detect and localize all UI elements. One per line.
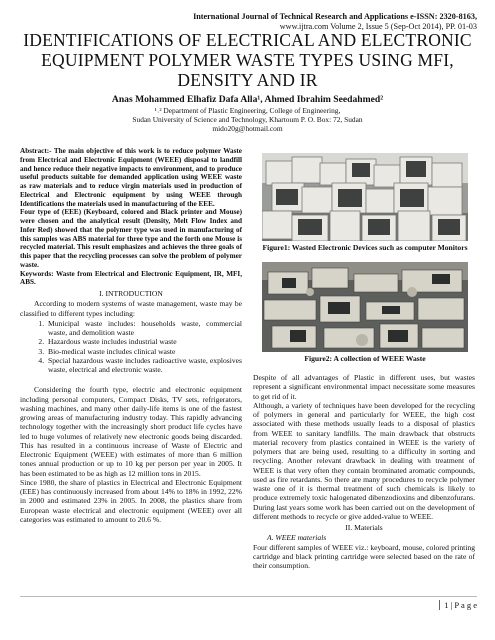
- keywords: Keywords: Waste from Electrical and Electronic Equipment, IR, MFI, ABS.: [20, 269, 242, 287]
- introduction-heading: I. INTRODUCTION: [99, 289, 163, 298]
- list-item: 4. Special hazardous waste includes radioactive waste, explosives waste, electrical and electronic waste.: [46, 356, 242, 375]
- abstract-continued: Four type of (EEE) (Keyboard, colored and Black printer and Mouse) were chosen and the analytical result (Density, Melt Flow Index and Infer Red) showed that the polymer type was used in manufacturing of this samples was ABS material for three type and the forth one Mouse is recycled material. This result emphasizes and achieves the three goals of this paper that the recycling processes can solve the problem of polymer waste.: [20, 208, 242, 269]
- issue-line: www.ijtra.com Volume 2, Issue 5 (Sep-Oct 2014), PP. 01-03: [279, 22, 477, 31]
- figure-1-photo: [262, 153, 468, 241]
- list-item: 1. Municipal waste includes: households waste, commercial waste, and demolition waste: [46, 319, 242, 338]
- intro-paragraph-2: Considering the fourth type, electric and electronic equipment including personal computers, Compact Disks, TV sets, refrigerators, washing machines, and many other daily-life items is one of the fastest growing areas of manufacturing industry today. This rapidly advancing technology together with the increasingly short product life cycles have led to huge volumes of relatively new electronic goods being discarded. This has resulted in a continuous increase of Waste of Electric and Electronic Equipment (WEEE) with estimates of more than 6 million tones annual production or up to 10 kg per person per year in 2005. It has been estimated to be as high as 12 million tons in 2015.: [20, 385, 242, 478]
- author-email: mido20g@hotmail.com: [212, 124, 283, 134]
- page-number: 1 | P a g e: [439, 600, 477, 610]
- weee-materials-heading: A. WEEE materials: [267, 533, 327, 543]
- list-item: 3. Bio-medical waste includes clinical waste: [46, 347, 242, 356]
- figure-2-photo: [262, 262, 468, 352]
- right-paragraph-2: Although, a variety of techniques have been developed for the recycling of polymers in general and particularly for WEEE, the high cost associated with these methods usually leads to a disposal of plastics from WEEE to sanitary landfills. The main drawback that obstructs material recovery from plastics contained in WEEE is the variety of polymers that are being used, resulting to a difficulty in sorting and recycling. Another relevant drawback in dealing with treatment of WEEE is that very often they contain brominated aromatic compounds, used as fire retardants. So there are many procedures to recycle polymer waste one of it is thermal treatment of such chemicals is likely to produce extremely toxic halogenated dibenzodioxins and dibenzofurans. During last years some work has been carried out on the development of different methods to recycle or give added-value to WEEE.: [253, 400, 475, 521]
- left-column: [20, 147, 242, 524]
- affiliation-line-2: Sudan University of Science and Technology, Khartoum P. O. Box: 72, Sudan: [132, 115, 363, 125]
- abstract: Abstract:- The main objective of this work is to reduce polymer Waste from Electrical and Electronic Equipment (WEEE) disposal to landfill and hence reduce their negative impacts to environment, and to produce useful products suitable for demanded application using WEEE waste as raw materials and to reduce virgin materials used in production of Electrical and Electronic equipment by using WEEE through Identifications the materials used in manufacturing of the EEE.: [20, 147, 242, 208]
- figure-2-caption: Figure2: A collection of WEEE Waste: [304, 354, 426, 363]
- right-paragraph-1: Despite of all advantages of Plastic in different uses, but wastes represent a significant environmental impact necessitate some measures to get rid of it.: [253, 373, 475, 401]
- footer-rule: [20, 596, 477, 597]
- right-paragraph-3: Four different samples of WEEE viz.: keyboard, mouse, colored printing cartridge and black printing cartridge were selected based on the rate of their consumption.: [253, 542, 475, 570]
- affiliation: [20, 106, 475, 134]
- list-item: 2. Hazardous waste includes industrial waste: [46, 337, 242, 346]
- authors: Anas Mohammed Elhafiz Dafa Alla¹, Ahmed Ibrahim Seedahmed²: [111, 94, 384, 105]
- paper-title: IDENTIFICATIONS OF ELECTRICAL AND ELECTRONIC EQUIPMENT POLYMER WASTE TYPES USING MFI, DENSITY AND IR: [23, 30, 472, 90]
- waste-types-list: [20, 319, 242, 375]
- intro-paragraph-1: According to modern systems of waste management, waste may be classified to different types including:: [20, 299, 242, 318]
- intro-paragraph-3: Since 1980, the share of plastics in Electrical and Electronic Equipment (EEE) has continuously increased from about 14% to 18% in 1992, 22% in 2000 and estimated 23% in 2005. In 2008, the plastics share from European waste electrical and electronic equipment (WEEE) over all categories was estimated to amount to 20.6 %.: [20, 477, 242, 524]
- journal-header: [193, 12, 477, 32]
- right-column: [253, 373, 475, 570]
- journal-line: International Journal of Technical Research and Applications e-ISSN: 2320-8163,: [193, 12, 477, 21]
- affiliation-line-1: ¹˒² Department of Plastic Engineering, College of Engineering,: [154, 106, 341, 115]
- materials-heading: II. Materials: [345, 523, 383, 532]
- figure-1-caption: Figure1: Wasted Electronic Devices such as computer Monitors: [262, 243, 468, 252]
